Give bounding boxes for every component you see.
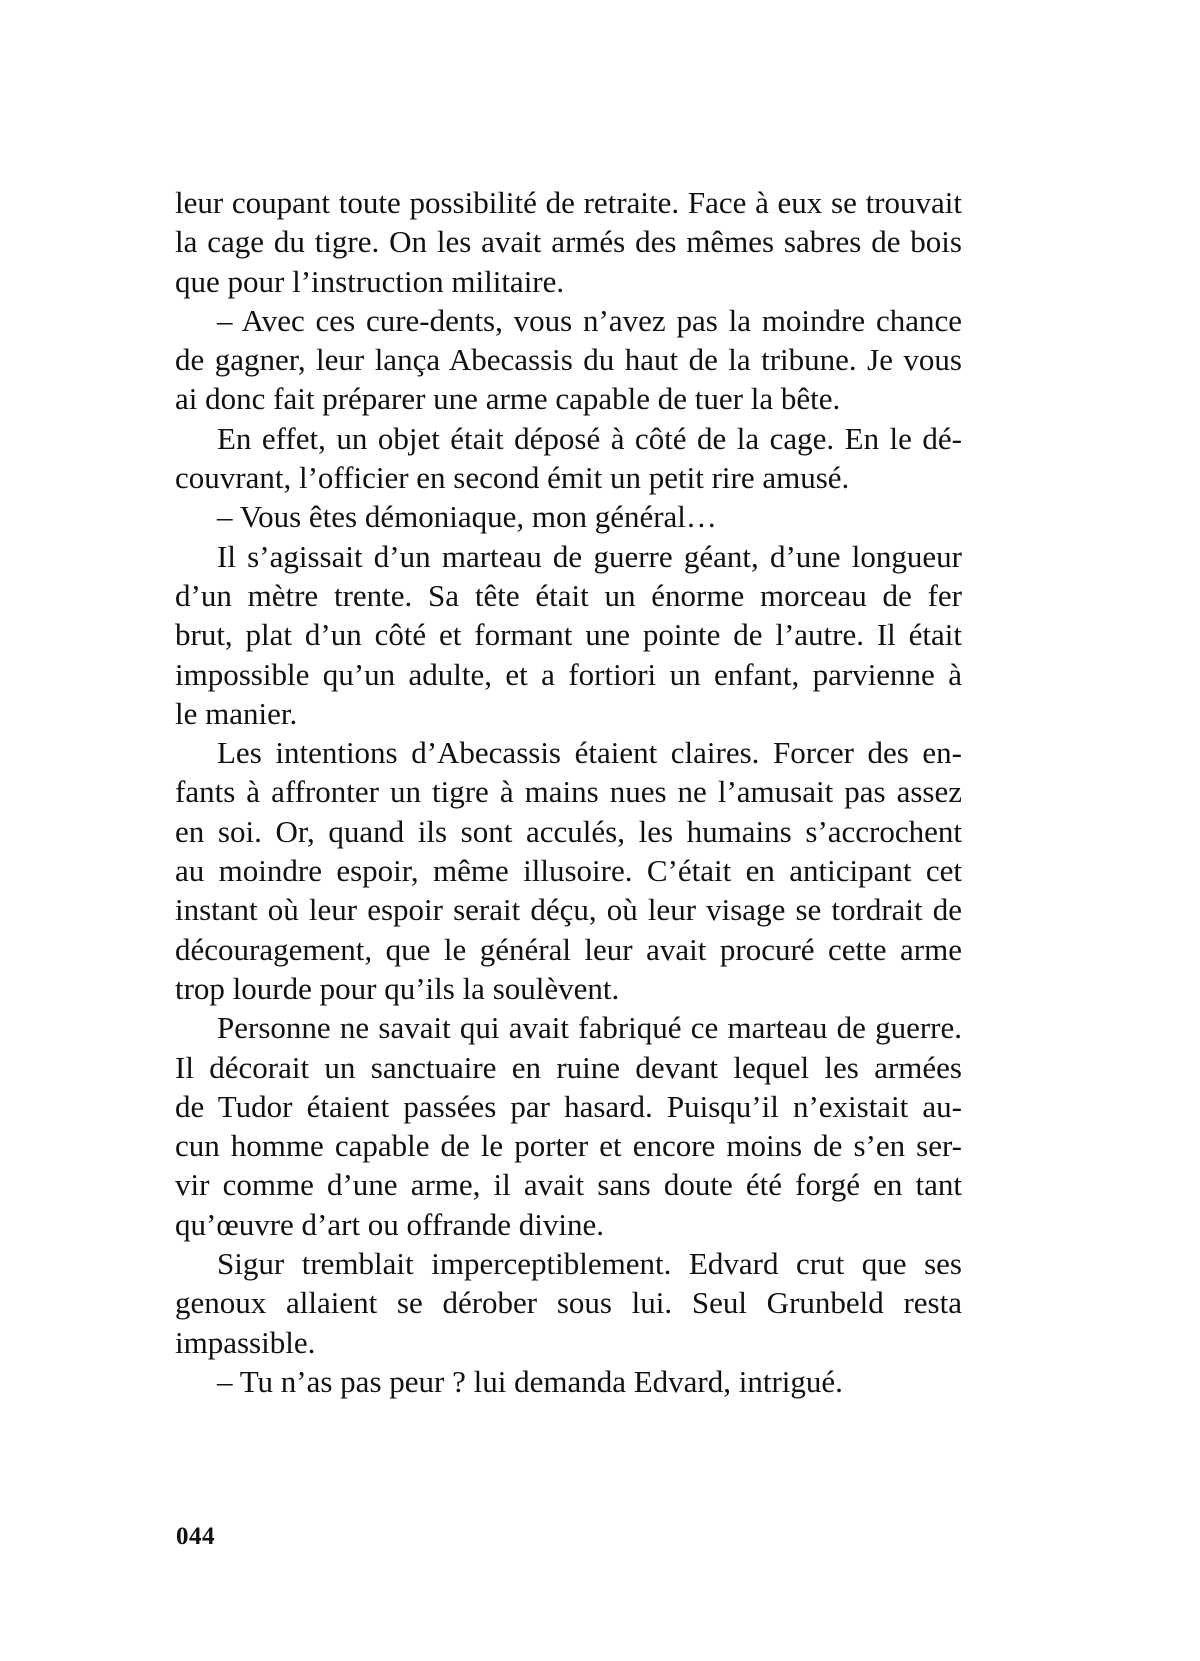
text-line: impassible.: [175, 1324, 316, 1360]
body-text: [175, 183, 962, 1401]
text-line: d’un mètre trente. Sa tête était un énorme morceau de fer: [175, 577, 962, 613]
text-line: genoux allaient se dérober sous lui. Seul Grunbeld resta: [175, 1285, 962, 1321]
text-line: le manier.: [175, 695, 298, 731]
text-line: découragement, que le général leur avait procuré cette arme: [175, 931, 962, 967]
page-number: 044: [176, 1523, 215, 1550]
text-line: de gagner, leur lança Abecassis du haut de la tribune. Je vous: [175, 342, 962, 378]
text-line: instant où leur espoir serait déçu, où leur visage se tordrait de: [175, 892, 962, 928]
text-line: couvrant, l’officier en second émit un petit rire amusé.: [175, 460, 850, 496]
text-line: cun homme capable de le porter et encore moins de s’en ser-: [175, 1128, 962, 1164]
dialogue-paragraph: [175, 497, 962, 536]
dialogue-paragraph: [175, 1362, 962, 1401]
text-line: au moindre espoir, même illusoire. C’était en anticipant cet: [175, 853, 962, 889]
text-line: En effet, un objet était déposé à côté de la cage. En le dé-: [217, 420, 962, 456]
text-line: en soi. Or, quand ils sont acculés, les humains s’accrochent: [175, 813, 962, 849]
paragraph: [175, 733, 962, 1008]
text-line: de Tudor étaient passées par hasard. Puisqu’il n’existait au-: [175, 1088, 962, 1124]
text-line: brut, plat d’un côté et formant une pointe de l’autre. Il était: [175, 617, 962, 653]
text-line: – Avec ces cure-dents, vous n’avez pas la moindre chance: [217, 302, 962, 338]
text-line: trop lourde pour qu’ils la soulèvent.: [175, 970, 620, 1006]
text-line: – Tu n’as pas peur ? lui demanda Edvard, intrigué.: [217, 1363, 843, 1399]
text-line: qu’œuvre d’art ou offrande divine.: [175, 1206, 604, 1242]
text-line: Personne ne savait qui avait fabriqué ce marteau de guerre.: [217, 1010, 962, 1046]
paragraph: [175, 1008, 962, 1244]
text-line: que pour l’instruction militaire.: [175, 263, 565, 299]
text-line: leur coupant toute possibilité de retraite. Face à eux se trouvait: [175, 185, 962, 220]
text-line: la cage du tigre. On les avait armés des mêmes sabres de bois: [175, 224, 962, 260]
text-line: Les intentions d’Abecassis étaient claires. Forcer des en-: [217, 735, 962, 771]
paragraph: [175, 537, 962, 733]
paragraph: [175, 183, 962, 301]
paragraph: [175, 1244, 962, 1362]
paragraph: [175, 419, 962, 498]
text-line: impossible qu’un adulte, et a fortiori un enfant, parvienne à: [175, 656, 962, 692]
dialogue-paragraph: [175, 301, 962, 419]
text-line: – Vous êtes démoniaque, mon général…: [217, 499, 717, 535]
text-line: Il s’agissait d’un marteau de guerre géant, d’une longueur: [217, 538, 962, 574]
text-line: Sigur tremblait imperceptiblement. Edvard crut que ses: [217, 1246, 962, 1282]
text-line: vir comme d’une arme, il avait sans doute été forgé en tant: [175, 1167, 962, 1203]
text-line: Il décorait un sanctuaire en ruine devant lequel les armées: [175, 1049, 962, 1085]
text-line: fants à affronter un tigre à mains nues ne l’amusait pas assez: [175, 774, 962, 810]
text-line: ai donc fait préparer une arme capable de tuer la bête.: [175, 381, 841, 417]
